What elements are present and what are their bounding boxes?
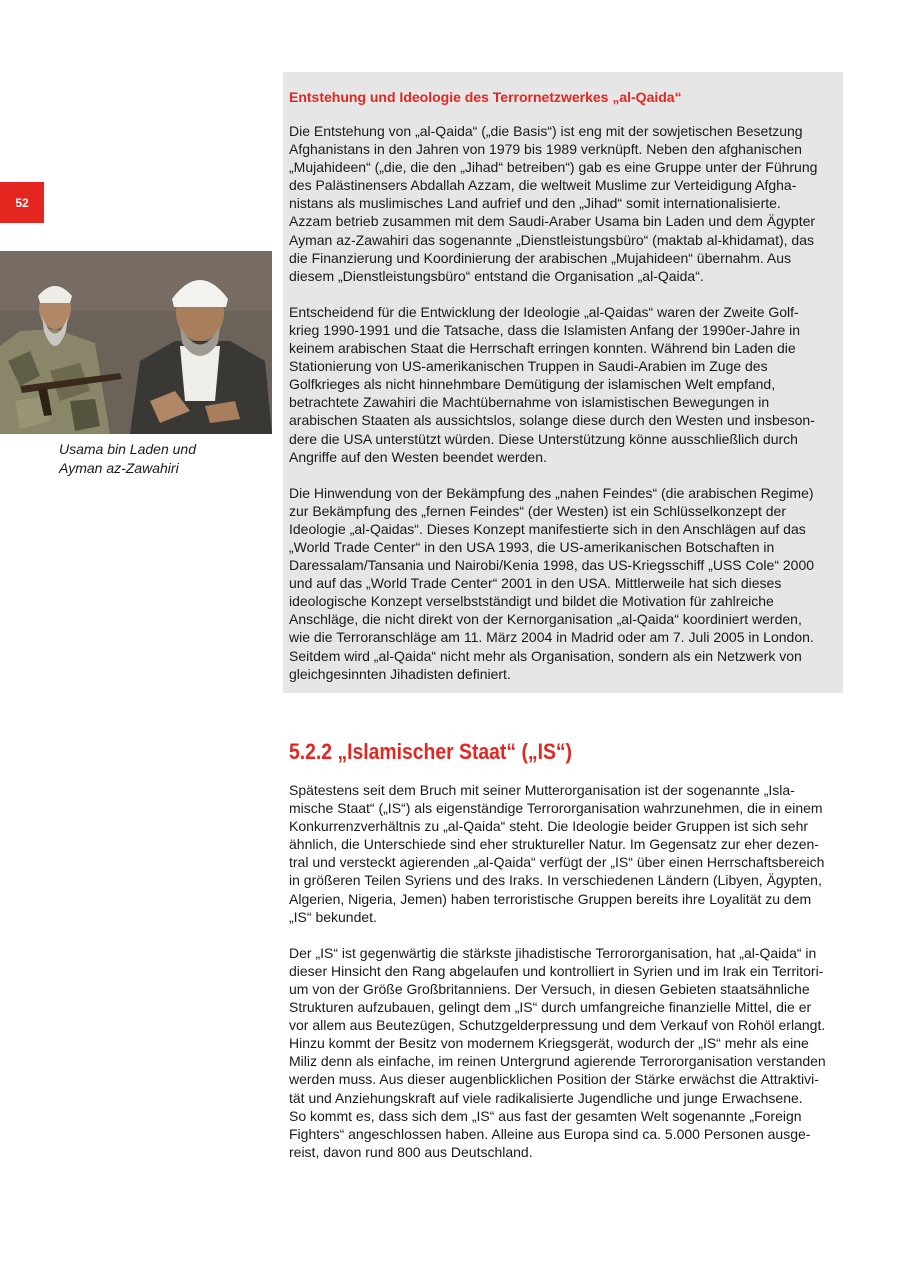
text-line: Azzam betrieb zusammen mit dem Saudi-Araber Usama bin Laden und dem Ägypter bbox=[289, 213, 816, 230]
text-line: „Mujahideen“ („die, die den „Jihad“ betreiben“) gab es eine Gruppe unter der Führung bbox=[289, 159, 818, 176]
text-line: diesem „Dienstleistungsbüro“ entstand die Organisation „al-Qaida“. bbox=[289, 267, 704, 284]
text-line: keinem arabischen Staat die Herrschaft erringen konnten. Während bin Laden die bbox=[289, 340, 796, 357]
text-line: die Finanzierung und Koordinierung der arabischen „Mujahideen“ übernahm. Aus bbox=[289, 249, 791, 266]
text-line: „IS“ bekundet. bbox=[289, 908, 377, 925]
text-line: Stationierung von US-amerikanischen Truppen in Saudi-Arabien im Zuge des bbox=[289, 358, 768, 375]
text-line: Strukturen aufzubauen, gelingt dem „IS“ durch umfangreiche finanzielle Mittel, die er bbox=[289, 999, 812, 1016]
text-line: arabischen Staaten als aussichtslos, solange diese durch den Westen und insbeson- bbox=[289, 412, 815, 429]
photo-bin-laden-zawahiri bbox=[0, 251, 272, 434]
text-line: des Palästinensers Abdallah Azzam, die weltweit Muslime zur Verteidigung Afgha- bbox=[289, 177, 797, 194]
text-line: nistans als muslimisches Land aufrief und den „Jihad“ somit internationalisierte. bbox=[289, 195, 781, 212]
text-line: „World Trade Center“ in den USA 1993, die US-amerikanischen Botschaften in bbox=[289, 538, 775, 555]
info-box-title: Entstehung und Ideologie des Terrornetzwerkes „al-Qaida“ bbox=[289, 89, 682, 105]
caption-line: Usama bin Laden und bbox=[59, 441, 196, 457]
caption-line: Ayman az-Zawahiri bbox=[59, 460, 179, 476]
text-line: ideologische Konzept verselbstständigt und bildet die Motivation für zahlreiche bbox=[289, 593, 774, 610]
text-line: tral und versteckt agierenden „al-Qaida“ verfügt der „IS“ über einen Herrschaftsbereich bbox=[289, 854, 825, 871]
text-line: Ideologie „al-Qaidas“. Dieses Konzept manifestierte sich in den Anschlägen auf das bbox=[289, 520, 806, 537]
text-line: Miliz denn als einfache, im reinen Untergrund agierende Terrororganisation verstanden bbox=[289, 1053, 826, 1070]
text-line: wie die Terroranschläge am 11. März 2004 in Madrid oder am 7. Juli 2005 in London. bbox=[289, 629, 814, 646]
text-line: reist, davon rund 800 aus Deutschland. bbox=[289, 1143, 533, 1160]
section-islamischer-staat bbox=[289, 737, 849, 1179]
box-paragraph bbox=[289, 303, 843, 466]
text-line: Algerien, Nigeria, Jemen) haben terroristische Gruppen bereits ihre Loyalität zu dem bbox=[289, 890, 812, 907]
text-line: Die Entstehung von „al-Qaida“ („die Basis“) ist eng mit der sowjetischen Besetzung bbox=[289, 123, 803, 139]
text-line: ähnlich, die Unterschiede sind eher struktureller Natur. Im Gegensatz zur eher dezen- bbox=[289, 836, 819, 853]
text-line: und auf das „World Trade Center“ 2001 in den USA. Mittlerweile hat sich dieses bbox=[289, 575, 782, 592]
text-line: gleichgesinnten Jihadisten definiert. bbox=[289, 665, 511, 682]
text-line: Golfkrieges als nicht hinnehmbare Demütigung der islamischen Welt empfand, bbox=[289, 376, 776, 393]
section-paragraph bbox=[289, 944, 849, 1161]
text-line: mische Staat“ („IS“) als eigenständige Terrororganisation wahrzunehmen, die in einem bbox=[289, 800, 823, 817]
text-line: dieser Hinsicht den Rang abgelaufen und kontrolliert in Syrien und im Irak ein Territori- bbox=[289, 962, 824, 979]
text-line: in größeren Teilen Syriens und des Iraks. In verschiedenen Ländern (Libyen, Ägypten, bbox=[289, 872, 822, 889]
text-line: Konkurrenzverhältnis zu „al-Qaida“ steht. Die Ideologie beider Gruppen ist sich sehr bbox=[289, 818, 809, 835]
section-paragraph bbox=[289, 781, 849, 926]
text-line: betrachtete Zawahiri die Machtübernahme von islamistischen Bewegungen in bbox=[289, 394, 770, 411]
text-line: Seitdem wird „al-Qaida“ nicht mehr als Organisation, sondern als ein Netzwerk von bbox=[289, 647, 802, 664]
text-line: vor allem aus Beutezügen, Schutzgelderpressung und dem Verkauf von Rohöl erlangt. bbox=[289, 1017, 826, 1034]
text-line: Fighters“ angeschlossen haben. Alleine aus Europa sind ca. 5.000 Personen ausge- bbox=[289, 1125, 811, 1142]
text-line: Spätestens seit dem Bruch mit seiner Mutterorganisation ist der sogenannte „Isla- bbox=[289, 782, 795, 798]
text-line: Der „IS“ ist gegenwärtig die stärkste jihadistische Terrororganisation, hat „al-Qaida“ in bbox=[289, 944, 817, 961]
text-line: Angriffe auf den Westen beendet werden. bbox=[289, 448, 547, 465]
box-paragraph bbox=[289, 484, 843, 683]
text-line: um von der Größe Großbritanniens. Der Versuch, in diesen Gebieten staatsähnliche bbox=[289, 980, 810, 997]
photo-caption bbox=[59, 440, 259, 478]
page-number: 52 bbox=[0, 182, 44, 223]
info-box-al-qaida bbox=[283, 72, 843, 693]
portrait-illustration bbox=[0, 251, 272, 434]
text-line: zur Bekämpfung des „fernen Feindes“ (der Westen) ist ein Schlüsselkonzept der bbox=[289, 502, 786, 519]
text-line: Entscheidend für die Entwicklung der Ideologie „al-Qaidas“ waren der Zweite Golf- bbox=[289, 303, 799, 320]
box-paragraph bbox=[289, 122, 843, 285]
section-heading: 5.2.2 „Islamischer Staat“ („IS“) bbox=[289, 739, 572, 764]
text-line: Hinzu kommt der Besitz von modernem Kriegsgerät, wodurch der „IS“ mehr als eine bbox=[289, 1035, 809, 1052]
text-line: Daressalam/Tansania und Nairobi/Kenia 1998, das US-Kriegsschiff „USS Cole“ 2000 bbox=[289, 557, 815, 574]
text-line: Die Hinwendung von der Bekämpfung des „nahen Feindes“ (die arabischen Regime) bbox=[289, 484, 814, 501]
text-line: So kommt es, dass sich dem „IS“ aus fast der gesamten Welt sogenannte „Foreign bbox=[289, 1107, 802, 1124]
text-line: krieg 1990-1991 und die Tatsache, dass die Islamisten Anfang der 1990er-Jahre in bbox=[289, 321, 801, 338]
text-line: Afghanistans in den Jahren von 1979 bis 1989 verknüpft. Neben den afghanischen bbox=[289, 141, 802, 158]
text-line: dere die USA unterstützt würden. Diese Unterstützung könne ausschließlich durch bbox=[289, 430, 798, 447]
text-line: werden muss. Aus dieser augenblicklichen Position der Stärke erwächst die Attraktivi- bbox=[289, 1071, 819, 1088]
text-line: Ayman az-Zawahiri das sogenannte „Dienstleistungsbüro“ (maktab al-khidamat), das bbox=[289, 231, 814, 248]
text-line: Anschläge, die nicht direkt von der Kernorganisation „al-Qaida“ koordiniert werden, bbox=[289, 611, 802, 628]
text-line: tät und Anziehungskraft auf viele radikalisierte Jugendliche und junge Erwachsene. bbox=[289, 1089, 803, 1106]
